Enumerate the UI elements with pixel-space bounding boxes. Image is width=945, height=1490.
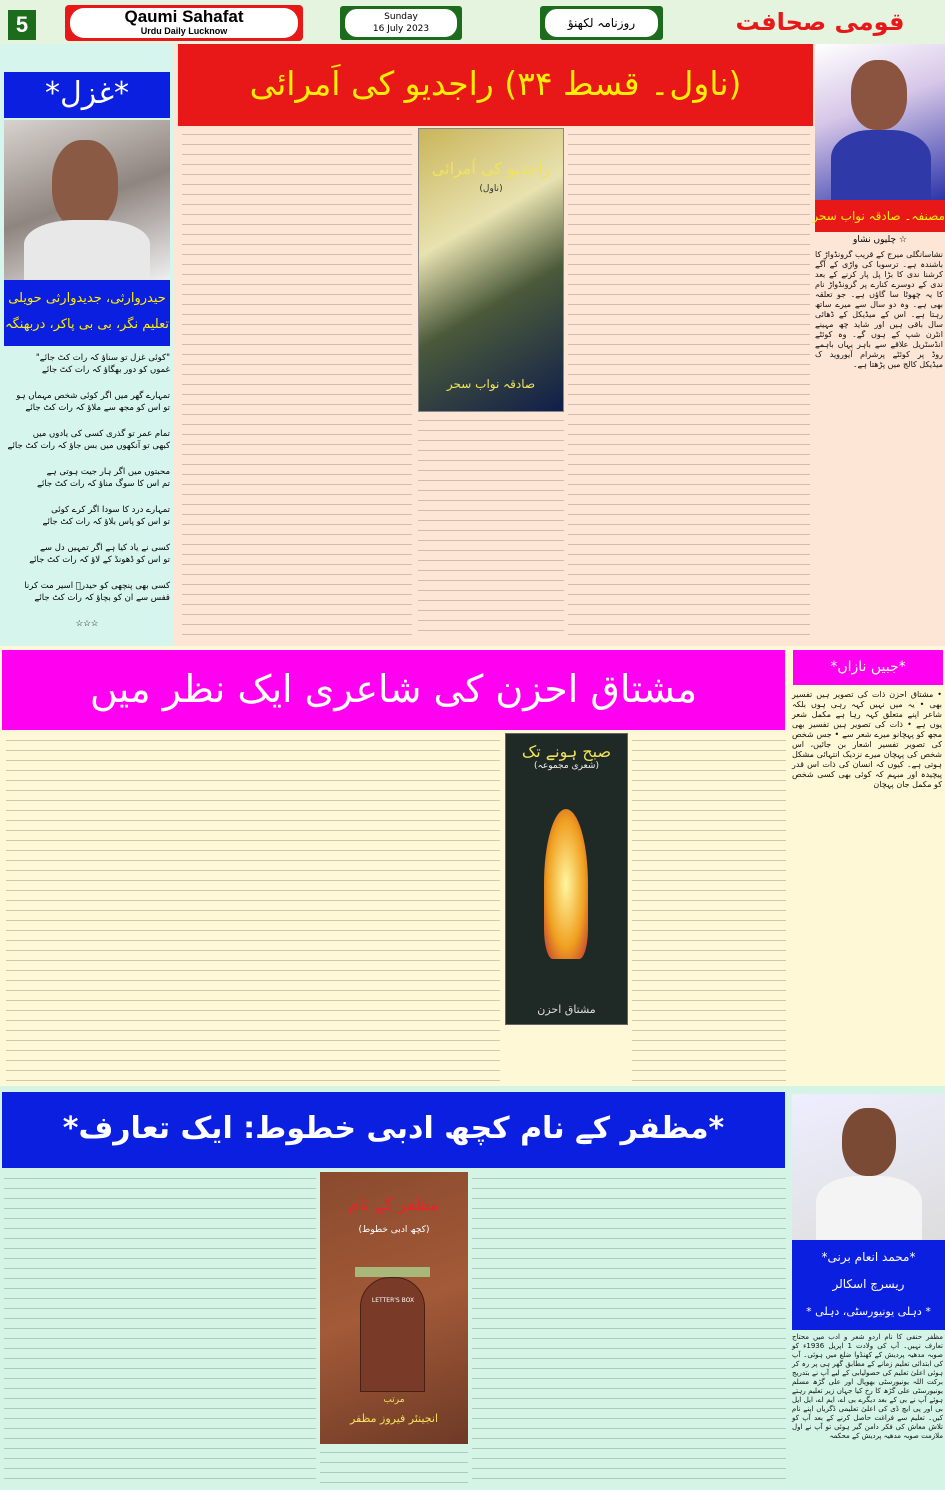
- compiler-label: مرتب: [383, 1395, 405, 1405]
- ghazal-line: تم اس کا سوگ مناؤ کہ رات کٹ جائے: [36, 479, 170, 489]
- letters-text-columns: [4, 1174, 316, 1486]
- book-title: مظفر کے نام: [348, 1195, 440, 1215]
- ghazal-text: [4, 352, 170, 642]
- ghazal-line: کسی بھی پنچھی کو حیدرؔ اسیر مت کرنا: [24, 581, 170, 591]
- letters-book-cover: [320, 1172, 468, 1444]
- roznama-box: [540, 6, 663, 40]
- page-number: 5: [8, 10, 36, 40]
- book-genre: (ناول): [479, 184, 503, 194]
- ghazal-line: "کوئی غزل تو سناؤ کہ رات کٹ جائے": [35, 353, 170, 363]
- ghazal-line: تمہارے گھر میں اگر کوئی شخص مہماں ہو: [16, 391, 170, 401]
- ghazal-couplet: [4, 428, 170, 452]
- book-author: مشتاق احزن: [537, 1003, 596, 1016]
- ghazal-line: کبھی تو آنکھوں میں بس جاؤ کہ رات کٹ جائے: [7, 441, 170, 451]
- author-place: * دہلی یونیورسٹی، دہلی *: [806, 1305, 931, 1318]
- ghazal-line: محبتوں میں اگر ہار جیت ہوتی ہے: [46, 467, 170, 477]
- poet-address: تعلیم نگر، بی بی پاکر، دربھنگہ: [4, 317, 170, 332]
- ghazal-couplet: [4, 390, 170, 414]
- ghazal-line: تو اس کو مجھ سے ملاؤ کہ رات کٹ جائے: [25, 403, 170, 413]
- book-genre: (شعری مجموعہ): [534, 761, 599, 771]
- novel-author-photo: [815, 44, 945, 200]
- poet-photo: [4, 120, 170, 280]
- poetry-review-text-columns: [632, 736, 786, 1081]
- masthead: [0, 0, 945, 44]
- date: 16 July 2023: [372, 24, 430, 34]
- letters-intro: مظفر حنفی کا نام اردو شعر و ادب میں محتاج تعارف نہیں۔ آپ کی ولادت 1 اپریل 1936ء کو صوبہ مدھیہ پردیش کے کھنڈوا ضلع میں ہوئی۔ آپ کی ابتدائی تعلیم زمانے کے مطابق گھر ہی پر رہ کر ہوئی اعلیٰ تعلیم کی حصولیابی کے لیے آپ نے بتدریج برکت اللہ یونیورسٹی بھوپال اور علی گڑھ مسلم یونیورسٹی علی گڑھ کا رخ کیا جہاں زیر تعلیم رہتے ہوئے آپ نے بی کے بعد دیگرے بی اے، ایم اے، ایل ایل بی اور پی ایچ ڈی کی اعلیٰ تعلیمی ڈگریاں اپنے نام کیں۔ تعلیم سے فراغت حاصل کرنے کے بعد آپ کو تلاش معاش کی فکر دامن گیر ہوئی تو آپ نے اول ملازمت صوبہ مدھیہ پردیش کے محکمہ: [792, 1333, 943, 1440]
- novel-intro: نشاسانگلی میرج کے قریب گرونڈواڑ کا باشندہ ہے۔ ترسوبا کی واڑی کے آگے کرشنا ندی کا بڑا پل پار کرنے کے بعد ندی کے دوسرے کنارے پر گرونڈواڑ نام کا یہ چھوٹا سا گاؤں ہے۔ جو تعلقہ بھی ہے۔ وہ دو سال سے میرے ساتھ رہتا ہے۔ اس کے میڈیکل کے ڈھائی سال باقی ہیں اور شاید چھ مہینے انٹرن شپ کے ہوں گے۔ وہ کوئٹے انڈسٹریل علاقے سے باہر یہاں باہمے روڈ پر کوئٹے پرشرام آیوروید ک میڈیکل کالج میں پڑھتا ہے۔: [815, 250, 943, 369]
- ghazal-line: غموں کو دور بھگاؤ کہ رات کٹ جائے: [41, 365, 170, 375]
- poet-caption: [4, 280, 170, 346]
- poetry-review-intro: • مشتاق احزن ذات کی تصویر ہیں تفسیر بھی • یہ میں نہیں کہہ رہی ہوں بلکہ شاعر اپنے متعلق کہہ رہا ہے مکمل شعر یوں ہے • ذات کی تصویر ہیں تفسیر بھی مجھ کو پہچانو میرے شعر سے • جس شخص کی تصویر تفسیر اشعار بن جائیں، اس شخص کی پہچان میرے نزدیک انتہائی مشکل ہوتی ہے۔ کیوں کہ انسان کی ذات اس قدر پیچیدہ اور مبہم کہ کوئی بھی کسی شخص کو مکمل جان پہچان: [792, 690, 942, 789]
- urdu-logo: قومی صحافت: [735, 8, 905, 36]
- letters-text-columns: [320, 1448, 468, 1486]
- ghazal-couplet: [4, 504, 170, 528]
- novel-text-columns: [182, 130, 412, 640]
- date-box: [340, 6, 462, 40]
- author-name: *محمد انعام برنی*: [821, 1250, 916, 1264]
- poet-name: حیدروارثی، جدیدوارثی حویلی: [8, 291, 166, 306]
- ghazal-label: *غزل*: [4, 72, 170, 118]
- ghazal-line: تو اس کو پاس بلاؤ کہ رات کٹ جائے: [42, 517, 170, 527]
- novel-subhead: ☆ چلیوں نشاو: [853, 235, 907, 245]
- book-title: صبح ہونے تک: [521, 742, 612, 761]
- ghazal-line: تمہارے درد کا سودا اگر کرے کوئی: [51, 505, 170, 515]
- letters-author-box: [792, 1240, 945, 1330]
- compiler-name: انجینئر فیروز مظفر: [349, 1412, 439, 1425]
- flame-figure-image: [544, 809, 588, 959]
- poetry-review-headline: مشتاق احزن کی شاعری ایک نظر میں: [2, 650, 785, 730]
- letters-text-columns: [472, 1174, 786, 1486]
- poetry-review-text-columns: [6, 736, 500, 1081]
- brand-title: Qaumi Sahafat: [124, 7, 244, 26]
- ghazal-line: تمام عمر تو گذری کسی کی یادوں میں: [32, 429, 170, 439]
- ghazal-line: تو اس کو ڈھونڈ کے لاؤ کہ رات کٹ جائے: [29, 555, 170, 565]
- poetry-review-author-tag: *جبیں نازاں*: [793, 650, 943, 685]
- brand-subtitle: Urdu Daily Lucknow: [140, 26, 228, 36]
- ghazal-couplet: [4, 352, 170, 376]
- ghazal-end-mark: ☆☆☆: [75, 619, 99, 629]
- novel-author-tag: مصنفہ۔ صادقہ نواب سحر: [815, 200, 945, 232]
- novel-text-columns: [418, 416, 564, 640]
- letters-author-photo: [792, 1094, 945, 1240]
- author-role: ریسرچ اسکالر: [832, 1277, 905, 1291]
- poetry-book-cover: [505, 733, 628, 1025]
- roznama-label: روزنامہ لکھنؤ: [545, 9, 658, 37]
- letter-box-label: LETTER'S BOX: [371, 1297, 415, 1304]
- book-author: صادقہ نواب سحر: [446, 377, 536, 391]
- ghazal-couplet: [4, 542, 170, 566]
- ghazal-couplet: [4, 580, 170, 604]
- day: Sunday: [384, 12, 418, 22]
- book-genre: (کچھ ادبی خطوط): [358, 1225, 430, 1235]
- letters-headline: *مظفر کے نام کچھ ادبی خطوط: ایک تعارف*: [2, 1092, 785, 1168]
- novel-book-cover: [418, 128, 564, 412]
- ghazal-line: قفس سے ان کو بچاؤ کہ رات کٹ جائے: [34, 593, 170, 603]
- brand-box: [65, 5, 303, 41]
- book-title: راجدیو کی اَمرائی: [431, 159, 551, 178]
- ghazal-line: کسی نے یاد کیا ہے اگر تمہیں دل سے: [39, 543, 170, 553]
- novel-headline: (ناول۔ قسط ۳۴) راجدیو کی اَمرائی: [178, 44, 813, 126]
- novel-text-columns: [568, 130, 810, 640]
- ghazal-couplet: [4, 466, 170, 490]
